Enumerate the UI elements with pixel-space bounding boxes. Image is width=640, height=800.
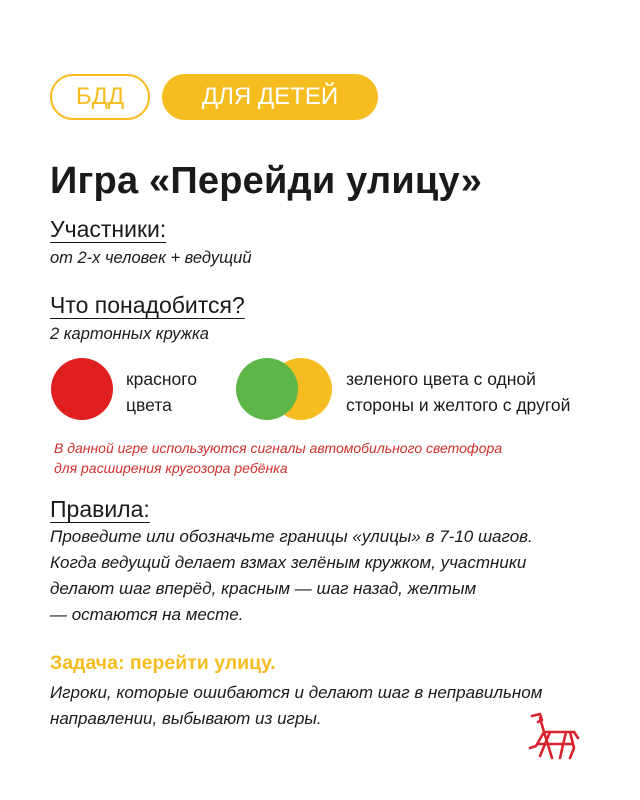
- red-circle-label-line1: красного: [126, 369, 197, 389]
- two-color-circle-label-line1: зеленого цвета с одной: [346, 369, 536, 389]
- info-note: [54, 438, 594, 478]
- horse-icon: [526, 712, 582, 762]
- rules-line: — остаются на месте.: [50, 605, 244, 624]
- two-color-circle-label: [346, 366, 570, 418]
- info-note-line1: В данной игре используются сигналы автомобильного светофора: [54, 440, 503, 456]
- task-title: Задача: перейти улицу.: [50, 652, 276, 674]
- rules-line: Когда ведущий делает взмах зелёным кружком, участники: [50, 553, 527, 572]
- info-note-line2: для расширения кругозора ребёнка: [54, 460, 288, 476]
- rules-text: [50, 524, 620, 628]
- participants-text: от 2-х человек + ведущий: [50, 249, 252, 267]
- materials-heading: Что понадобится?: [50, 292, 245, 318]
- participants-heading: Участники:: [50, 216, 167, 242]
- task-line: направлении, выбывают из игры.: [50, 709, 322, 728]
- task-line: Игроки, которые ошибаются и делают шаг в неправильном: [50, 683, 543, 702]
- page-title: Игра «Перейди улицу»: [50, 160, 483, 202]
- tag-for-kids[interactable]: ДЛЯ ДЕТЕЙ: [162, 74, 378, 120]
- red-circle: [51, 358, 113, 420]
- rules-heading: Правила:: [50, 496, 150, 522]
- two-color-circle-label-line2: стороны и желтого с другой: [346, 395, 571, 415]
- red-circle-label-line2: цвета: [126, 395, 172, 415]
- green-circle: [236, 358, 298, 420]
- materials-text: 2 картонных кружка: [50, 325, 209, 343]
- tag-bdd[interactable]: БДД: [50, 74, 150, 120]
- red-circle-label: [126, 366, 197, 418]
- rules-line: делают шаг вперёд, красным — шаг назад, желтым: [50, 579, 477, 598]
- rules-line: Проведите или обозначьте границы «улицы» в 7-10 шагов.: [50, 527, 533, 546]
